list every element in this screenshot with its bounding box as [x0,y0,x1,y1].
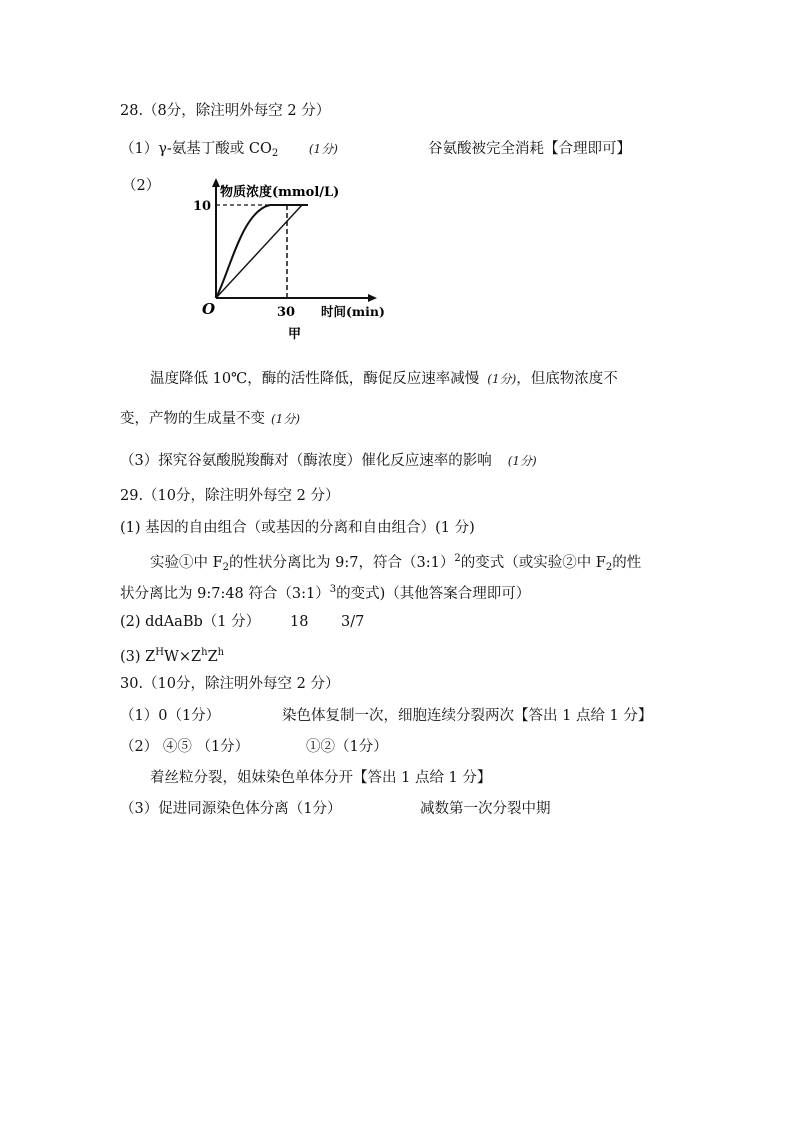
q29-part1-d: 的性 [612,555,642,571]
q29-part3-w: W×Z [163,649,202,665]
q28-part1-subscript: 2 [271,148,279,159]
y-axis-label: 物质浓度(mmol/L) [220,185,340,200]
origin-label: O [202,300,216,318]
q29-part1-line3-sup: 3 [329,584,337,595]
q30-part1-b: 染色体复制一次，细胞连续分裂两次【答出 1 点给 1 分】 [282,708,653,724]
q29-part2-b: 18 [290,614,309,630]
x-axis-label: 时间(min) [321,304,385,319]
q28-part2-mark1: (1分) [487,372,517,386]
concentration-time-graph [190,176,410,346]
q28-part1-answer: γ-氨基丁酸或 CO [158,141,272,157]
q29-part3-z1: Z [145,649,156,665]
q29-part1-line2 [150,549,641,578]
q29-part3-label: (3) [120,649,141,665]
q29-part3 [120,643,224,667]
q29-part1-b: 的性状分离比为 9:7，符合（3:1） [229,555,455,571]
q30-part2-line2: 着丝粒分裂，姐妹染色单体分开【答出 1 点给 1 分】 [150,770,492,786]
q30-part2: （2） ④⑤ （1分） [120,739,250,755]
q29-part1: (1) 基因的自由组合（或基因的分离和自由组合）(1 分) [120,520,475,536]
q30-header: 30.（10分，除注明外每空 2 分） [120,676,340,692]
q28-part2-text1: 温度降低 10℃，酶的活性降低，酶促反应速率减慢 [150,371,480,387]
q28-header: 28.（8分，除注明外每空 2 分） [120,103,331,119]
q30-part3-b: 减数第一次分裂中期 [420,801,551,817]
q28-part1-mark: (1分) [308,142,338,156]
q28-part1-answer2: 谷氨酸被完全消耗【合理即可】 [428,141,631,157]
q28-part2-line2 [120,409,300,429]
q29-part2-c: 3/7 [341,614,365,630]
q29-part1-a: 实验①中 F [150,555,223,571]
y-axis-arrow [212,178,220,187]
q29-part1-c-sub: 2 [605,562,613,573]
q28-part3-mark: (1分) [507,454,537,468]
q29-part3-z2-sup: h [201,647,208,658]
y-tick-10: 10 [193,199,212,214]
q29-part1-line3a: 状分离比为 9:7:48 符合（3:1） [120,586,330,602]
q29-part3-z1-sup: H [155,647,164,658]
q30-part2-b: ①②（1分） [306,739,388,755]
q28-part3-text: （3）探究谷氨酸脱羧酶对（酶浓度）催化反应速率的影响 [120,453,492,469]
q28-part1-label: （1） [120,141,159,157]
q28-part2-text2: 变，产物的生成量不变 [120,411,265,427]
q29-header: 29.（10分，除注明外每空 2 分） [120,488,340,504]
x-tick-30: 30 [277,305,296,320]
x-axis-arrow [368,294,377,302]
q28-part1 [120,139,338,164]
q29-part3-z3: Z [207,649,218,665]
q28-part3 [120,451,537,471]
q28-part2-label: （2） [122,178,161,194]
q29-part3-z3-sup: h [217,647,225,658]
line-lower-temp [216,205,302,298]
q29-part1-b-sup: 2 [454,553,461,564]
q30-part3: （3）促进同源染色体分离（1分） [120,801,342,817]
q28-part2-line1 [150,369,618,389]
q29-part1-a-sub: 2 [222,562,230,573]
q28-part2-text1b: ，但底物浓度不 [516,371,618,387]
q29-part2: (2) ddAaBb（1 分） [120,614,261,630]
q29-part1-line3 [120,580,530,604]
q29-part1-line3b: 的变式)（其他答案合理即可） [336,586,531,602]
q30-part1: （1）0（1分） [120,708,221,724]
q29-part1-c: 的变式（或实验②中 F [460,555,606,571]
graph-caption: 甲 [288,327,302,342]
q28-part2-mark2: (1分) [271,412,300,426]
